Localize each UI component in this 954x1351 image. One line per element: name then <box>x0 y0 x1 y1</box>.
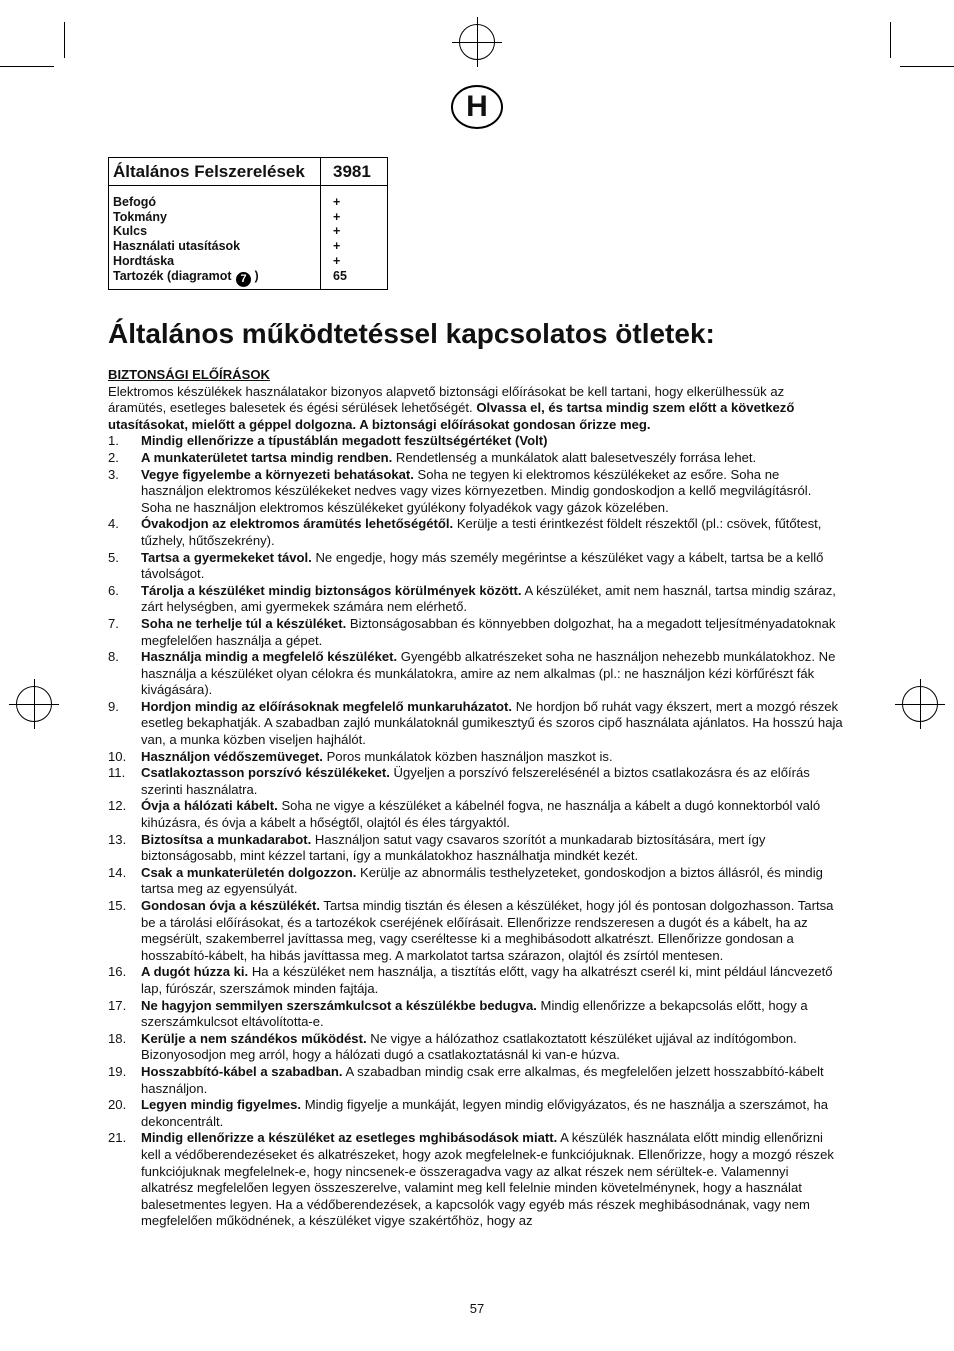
list-item-body <box>141 616 844 649</box>
list-item-number: 3. <box>108 466 119 482</box>
registration-mark-left <box>16 686 52 722</box>
list-item-text: Használjon satut vagy csavaros szorítót a munkadarab biztosítására, mert így biztonságosabb, mint kézzel tartani, így a munkálatokhoz használhatja mindkét kezét. <box>141 831 766 864</box>
list-item-text: Ne engedje, hogy más személy megérintse a készüléket vagy a kábelt, tartsa be a kellő távolságot. <box>141 549 824 582</box>
equipment-table <box>108 157 388 290</box>
list-item-lead: Mindig ellenőrizze a típustáblán megadott feszültségértéket (Volt) <box>141 433 548 449</box>
section-heading: BIZTONSÁGI ELŐÍRÁSOK <box>108 367 270 382</box>
table-item: Hordtáska <box>113 253 175 268</box>
list-item <box>108 699 844 749</box>
list-item-lead: Tárolja a készüléket mindig biztonságos körülmények között. <box>141 582 522 598</box>
list-item-lead: Ne hagyjon semmilyen szerszámkulcsot a készülékbe bedugva. <box>141 997 537 1013</box>
list-item-body <box>141 467 844 517</box>
crop-mark <box>900 66 954 67</box>
language-badge: H <box>451 85 503 129</box>
list-item-lead: Hosszabbító-kábel a szabadban. <box>141 1063 343 1079</box>
list-item-body <box>141 832 844 865</box>
table-item <box>113 269 259 287</box>
list-item-body <box>141 1097 844 1130</box>
list-item-number: 7. <box>108 615 119 631</box>
list-item-lead: Soha ne terhelje túl a készüléket. <box>141 615 347 631</box>
table-value: 65 <box>333 268 347 283</box>
list-item <box>108 516 844 549</box>
list-item-lead: Mindig ellenőrizze a készüléket az esetleges mghibásodások miatt. <box>141 1130 558 1146</box>
list-item-text: Kerülje a testi érintkezést földelt részektől (pl.: csövek, fűtőtest, tűzhely, hűtőszekrény). <box>141 516 822 548</box>
list-item-body <box>141 1130 844 1230</box>
list-item-text: Mindig figyelje a munkáját, legyen mindig elővigyázatos, és ne használja a szerszámot, ha dekoncentrált. <box>141 1097 829 1129</box>
list-item-number: 5. <box>108 549 119 565</box>
list-item-text: Tartsa mindig tisztán és élesen a készüléket, hogy jól és pontosan dolgozhasson. Tartsa be a tárolási előírásokat, és a tartozékok cseréjének előírásait. Ellenőrizze rendszeresen a dugót és a kábelt, ha az megsérült, szakemberrel javíttassa meg, vagy cseréltesse ki a meghibásodott alkatrészt. Ellenőrizze gondosan a hosszabító-kábelt, ha hibás javíttassa meg. A markolatot tartsa szárazon, olajtól és zsírtól mentesen. <box>141 898 834 963</box>
list-item-text: Poros munkálatok közben használjon maszkot is. <box>326 748 613 764</box>
list-item <box>108 550 844 583</box>
list-item-text: Ne hordjon bő ruhát vagy ékszert, mert a mozgó részek esetleg bekaphatják. A szabadban zajló munkálatoknál gumikesztyű és szoros cipő használata ajánlatos. Ha hosszú haja van, a munka közben viseljen hajhálót. <box>141 698 843 748</box>
list-item-number: 12. <box>108 798 127 814</box>
list-item-lead: Tartsa a gyermekeket távol. <box>141 549 312 565</box>
list-item-text: A szabadban mindig csak erre alkalmas, és megfelelően jelzett hosszabbító-kábelt használjon. <box>141 1063 824 1096</box>
list-item-body <box>141 765 844 798</box>
list-item-lead: Óvakodjon az elektromos áramütés lehetőségétől. <box>141 516 454 532</box>
registration-mark-right <box>902 686 938 722</box>
list-item-body <box>141 583 844 616</box>
list-item-lead: Biztosítsa a munkadarabot. <box>141 831 312 847</box>
list-item <box>108 1130 844 1230</box>
list-item-text: Soha ne tegyen ki elektromos készülékeket az esőre. Soha ne használjon elektromos készülékeket nedves vagy vizes környezetben. Mindig gondoskodjon a kellő megvilágításról. Soha ne használjon elektromos készülékeket gyúlékony folyadékok vagy gázok közelében. <box>141 466 812 515</box>
list-item-body <box>141 516 844 549</box>
registration-mark-top <box>459 24 495 60</box>
safety-section <box>108 367 844 1230</box>
list-item <box>108 1064 844 1097</box>
list-item-text: Kerülje az abnormális testhelyzeteket, gondoskodjon a biztos állásról, és mindig tartsa meg az egyensúlyát. <box>141 864 823 897</box>
list-item-text: Ha a készüléket nem használja, a tisztítás előtt, vagy ha alkatrészt cserél ki, mint például láncvezető lap, fúrószár, szerszámok minden fajtája. <box>141 964 833 996</box>
list-item-text: Gyengébb alkatrészeket soha ne használjon nehezebb munkálatokhoz. Ne használja a készüléket olyan célokra és munkálatokra, amire az nem alkalmas (pl.: ne használjon kézi körfűrészt fák kivágására). <box>141 649 836 698</box>
list-item-body <box>141 1031 844 1064</box>
list-item-text: Mindig ellenőrizze a bekapcsolás előtt, hogy a szerszámkulcsot eltávolította-e. <box>141 997 808 1030</box>
list-item-lead: Csak a munkaterületén dolgozzon. <box>141 864 357 880</box>
list-item-body <box>141 798 844 831</box>
list-item-body <box>141 898 844 964</box>
list-item <box>108 1031 844 1064</box>
page-number: 57 <box>469 1301 485 1316</box>
list-item-number: 4. <box>108 516 119 532</box>
table-header-divider <box>109 185 387 186</box>
list-item-body <box>141 699 844 749</box>
list-item <box>108 467 844 517</box>
table-item: Befogó <box>113 195 157 209</box>
list-item <box>108 649 844 699</box>
list-item-body <box>141 749 844 766</box>
table-value: + <box>333 253 341 268</box>
intro-paragraph <box>108 384 844 434</box>
list-item-body <box>141 964 844 997</box>
list-item <box>108 998 844 1031</box>
list-item <box>108 832 844 865</box>
table-value: + <box>333 209 341 224</box>
list-item-lead: Legyen mindig figyelmes. <box>141 1097 302 1113</box>
list-item <box>108 433 844 450</box>
table-item-text: Tartozék (diagramot <box>113 268 232 283</box>
list-item-body <box>141 433 844 450</box>
list-item-text: A készüléket, amit nem használ, tartsa mindig száraz, zárt helységben, ami gyermekek számára nem elérhető. <box>141 582 836 615</box>
table-item-column <box>113 195 259 287</box>
list-item-number: 16. <box>108 964 127 980</box>
list-item <box>108 765 844 798</box>
list-item-body <box>141 450 844 467</box>
list-item <box>108 865 844 898</box>
list-item-body <box>141 865 844 898</box>
crop-mark <box>0 66 54 67</box>
list-item-lead: Hordjon mindig az előírásoknak megfelelő munkaruházatot. <box>141 698 513 714</box>
table-item: Használati utasítások <box>113 239 241 254</box>
list-item-number: 19. <box>108 1063 127 1079</box>
table-value-column <box>333 195 347 283</box>
list-item-lead: Óvja a hálózati kábelt. <box>141 798 278 814</box>
crop-mark <box>890 22 891 58</box>
list-item-number: 14. <box>108 864 127 880</box>
list-item-lead: Használjon védőszemüveget. <box>141 748 323 764</box>
table-header-model: 3981 <box>333 162 371 181</box>
table-item: Tokmány <box>113 209 167 224</box>
table-value: + <box>333 224 341 239</box>
list-item <box>108 583 844 616</box>
list-item-number: 18. <box>108 1030 127 1046</box>
list-item <box>108 898 844 964</box>
list-item-body <box>141 998 844 1031</box>
list-item-text: Soha ne vigye a készüléket a kábelnél fogva, ne használja a kábelt a dugó konnektorból való kihúzásra, és óvja a kábelt a hőségtől, olajtól és éles tárgyaktól. <box>141 798 821 831</box>
list-item-number: 8. <box>108 649 119 665</box>
list-item-number: 9. <box>108 698 119 714</box>
table-header-equipment: Általános Felszerelések <box>113 162 305 181</box>
list-item <box>108 616 844 649</box>
list-item-lead: Vegye figyelembe a környezeti behatásokat. <box>141 466 414 482</box>
list-item-lead: A dugót húzza ki. <box>141 964 249 980</box>
list-item-lead: Kerülje a nem szándékos működést. <box>141 1030 367 1046</box>
list-item <box>108 1097 844 1130</box>
crop-mark <box>64 22 65 58</box>
list-item <box>108 964 844 997</box>
list-item-number: 21. <box>108 1130 127 1146</box>
table-value: + <box>333 239 341 254</box>
list-item-text: Biztonságosabban és könnyebben dolgozhat, ha a megadott teljesítményadatoknak megfelelően használja a gépet. <box>141 615 836 648</box>
diagram-number-icon: 7 <box>236 272 251 287</box>
list-item-number: 17. <box>108 997 127 1013</box>
list-item-number: 2. <box>108 449 119 465</box>
list-item <box>108 798 844 831</box>
table-value: + <box>333 195 341 209</box>
list-item-number: 1. <box>108 433 119 449</box>
list-item-text: Rendetlenség a munkálatok alatt balesetveszély forrása lehet. <box>395 449 757 465</box>
list-item-lead: Használja mindig a megfelelő készüléket. <box>141 649 398 665</box>
list-item-lead: A munkaterületet tartsa mindig rendben. <box>141 449 393 465</box>
intro-text: Elektromos készülékek használatakor bizonyos alapvető biztonsági előírásokat be kell tartani, hogy elkerülhessük az áramütés, esetleges balesetek és égési sérülések lehetőségét. <box>108 383 785 416</box>
list-item-text: Ne vigye a hálózathoz csatlakoztatott készüléket ujjával az indítógombon. Bizonyosodjon meg arról, hogy a hálózati dugó a csatlakoztatásnál ki van-e húzva. <box>141 1030 797 1063</box>
list-item-number: 13. <box>108 831 127 847</box>
list-item-lead: Csatlakoztasson porszívó készülékeket. <box>141 765 390 781</box>
list-item-number: 15. <box>108 898 127 913</box>
list-item-body <box>141 649 844 699</box>
list-item-number: 11. <box>108 765 126 781</box>
list-item-text: Ügyeljen a porszívó felszerelésénél a biztos csatlakozásra és az előírás szerinti használatra. <box>141 765 810 797</box>
safety-list <box>108 433 844 1230</box>
table-item: Kulcs <box>113 224 148 239</box>
list-item-number: 10. <box>108 748 127 764</box>
list-item-body <box>141 1064 844 1097</box>
list-item-lead: Gondosan óvja a készülékét. <box>141 898 321 913</box>
table-item-suffix: ) <box>254 268 259 283</box>
table-column-divider <box>320 158 321 289</box>
list-item <box>108 450 844 467</box>
list-item <box>108 749 844 766</box>
list-item-body <box>141 550 844 583</box>
list-item-number: 20. <box>108 1097 127 1113</box>
page-title: Általános működtetéssel kapcsolatos ötletek: <box>108 318 715 349</box>
list-item-number: 6. <box>108 582 119 598</box>
list-item-text: A készülék használata előtt mindig ellenőrizni kell a védőberendezéseket és alkatrészeket, hogy azok megfelelnek-e funkciójuknak. Ellenőrizze, hogy a mozgó részek funkciójuknak megfelelnek-e, hogy nincsenek-e összeragadva vagy az alkat részek nem sérültek-e. Valamennyi alkatrész megfelelően legyen összeszerelve, valamint meg kell felelnie minden követelménynek, hogy a használat balesetmentes legyen. Ha a védőberendezések, a kapcsolók vagy egyéb más részek meghibásodnának, vagy nem megfelelően működnének, a készüléket vigye szakértőhöz, hogy az <box>141 1130 834 1229</box>
intro-bold-text: Olvassa el, és tartsa mindig szem előtt a következő utasításokat, mielőtt a géppel dolgozna. A biztonsági előírásokat gondosan őrizze meg. <box>108 400 795 432</box>
